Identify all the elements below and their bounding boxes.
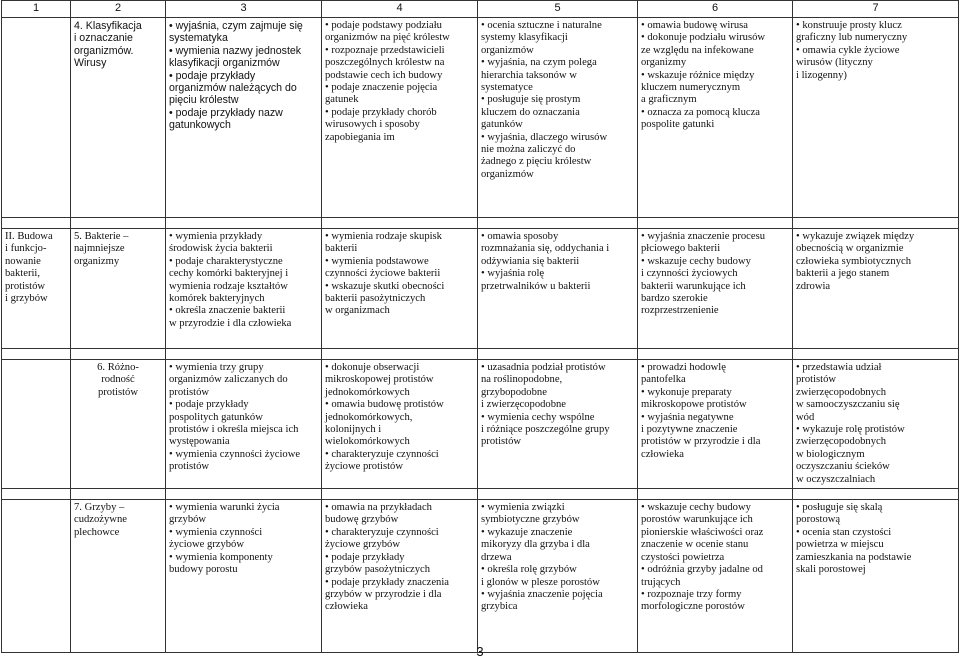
- bullet-line: • wyjaśnia, dlaczego wirusów: [481, 132, 634, 144]
- bullet-line: • wymienia rodzaje skupisk: [325, 231, 474, 243]
- text-line: 4. Klasyfikacja: [74, 20, 142, 32]
- text-line: powietrza w miejscu: [796, 539, 884, 551]
- text-line: czystości powietrza: [641, 551, 725, 563]
- text-line: organizmów.: [74, 44, 134, 57]
- bullet-line: • prowadzi hodowlę: [641, 362, 789, 374]
- bullet-line: • wykazuje związek między: [796, 231, 955, 243]
- text-line: skali porostowej: [796, 564, 866, 576]
- page-number: 3: [476, 644, 484, 659]
- text-line: czynności życiowe bakterii: [325, 268, 441, 280]
- spacer-cell: [2, 489, 71, 500]
- bullet-line: • podaje przykłady znaczenia: [325, 577, 474, 589]
- grade-dopuszczajaca-cell: [166, 229, 322, 349]
- bullet-line: • podaje przykłady: [325, 552, 474, 564]
- text-line: mikroskopowe protistów: [641, 399, 747, 411]
- column-header-1: 1: [2, 1, 71, 18]
- text-line: cechy komórki bakteryjnej i: [169, 268, 289, 280]
- spacer-cell: [322, 489, 478, 500]
- curriculum-requirements-table: [1, 0, 959, 653]
- bullet-line: • konstruuje prosty klucz: [796, 20, 955, 32]
- text-line: protistów w przyrodzie i dla: [641, 436, 761, 448]
- text-line: protistów: [169, 461, 210, 473]
- text-line: organizmy: [74, 255, 120, 267]
- grade-celujaca-cell: [793, 229, 959, 349]
- text-line: wielokomórkowych: [325, 436, 410, 448]
- text-line: protistów: [97, 386, 139, 398]
- text-line: pantofelka: [641, 374, 686, 386]
- bullet-line: • posługuje się prostym: [481, 94, 634, 106]
- bullet-line: • wymienia czynności życiowe: [169, 449, 318, 461]
- bullet-line: • wyjaśnia, na czym polega: [481, 57, 634, 69]
- text-line: symbiotyczne grzybów: [481, 514, 580, 526]
- text-line: kluczem numerycznym: [641, 82, 741, 94]
- bullet-line: • charakteryzuje czynności: [325, 449, 474, 461]
- bullet-line: • podaje przykłady chorób: [325, 107, 474, 119]
- text-line: w samooczyszczaniu się: [796, 399, 900, 411]
- grade-dobra-cell: [478, 18, 638, 218]
- text-line: bakterii,: [5, 268, 41, 280]
- column-header-7: 7: [793, 1, 959, 18]
- spacer-cell: [638, 349, 793, 360]
- text-line: występowania: [169, 436, 230, 448]
- text-line: protistów: [481, 436, 522, 448]
- topic-cell: [71, 18, 166, 218]
- bullet-line: • określa rolę grzybów: [481, 564, 634, 576]
- text-line: zdrowia: [796, 280, 831, 292]
- text-line: w biologicznym: [796, 448, 865, 460]
- section-cell: [2, 18, 71, 218]
- table-row: [2, 229, 959, 349]
- text-line: plechowce: [74, 526, 120, 538]
- spacer-cell: [478, 218, 638, 229]
- text-line: organizmów zaliczanych do: [169, 374, 288, 386]
- text-line: budowy porostu: [169, 564, 238, 576]
- text-line: życiowe grzybów: [325, 539, 401, 551]
- grade-dopuszczajaca-cell: [166, 500, 322, 653]
- text-line: hierarchia taksonów w: [481, 69, 577, 81]
- bullet-line: • wymienia warunki życia: [169, 502, 318, 514]
- text-line: wód: [796, 411, 815, 423]
- text-line: pospolitych gatunków: [169, 411, 263, 423]
- bullet-line: • wyjaśnia, czym zajmuje się: [169, 20, 318, 32]
- bullet-line: • podaje przykłady nazw: [169, 107, 318, 119]
- text-line: systematyka: [169, 32, 228, 45]
- spacer-cell: [478, 349, 638, 360]
- text-line: w oczyszczalniach: [796, 473, 876, 485]
- spacer-cell: [2, 349, 71, 360]
- text-line: i czynności życiowych: [641, 268, 738, 280]
- text-line: gatunkowych: [169, 119, 231, 132]
- text-line: mikoryzy dla grzyba i dla: [481, 539, 590, 551]
- text-line: bakterii pasożytniczych: [325, 293, 426, 305]
- bullet-line: • podaje przykłady: [169, 70, 318, 82]
- text-line: i pozytywne znaczenie: [641, 424, 738, 436]
- column-header-5: 5: [478, 1, 638, 18]
- grade-dobra-cell: [478, 229, 638, 349]
- text-line: rozprzestrzenienie: [641, 305, 719, 317]
- text-line: i lizogenny): [796, 69, 847, 81]
- text-line: i oznaczanie: [74, 32, 133, 45]
- bullet-line: • określa znaczenie bakterii: [169, 305, 318, 317]
- text-line: i glonów w plesze porostów: [481, 576, 600, 588]
- text-line: podstawie cech ich budowy: [325, 69, 443, 81]
- bullet-line: • ocenia sztuczne i naturalne: [481, 20, 634, 32]
- grade-dostateczna-cell: [322, 18, 478, 218]
- grade-bardzo-dobra-cell: [638, 360, 793, 489]
- text-line: graficzny lub numeryczny: [796, 32, 908, 44]
- grade-bardzo-dobra-cell: [638, 229, 793, 349]
- bullet-line: • wymienia podstawowe: [325, 256, 474, 268]
- text-line: protistów i określa miejsca ich: [169, 424, 299, 436]
- bullet-line: • wymienia cechy wspólne: [481, 412, 634, 424]
- text-line: systemy klasyfikacji: [481, 32, 568, 44]
- grade-dopuszczajaca-cell: [166, 360, 322, 489]
- topic-cell: [71, 500, 166, 653]
- bullet-line: • ocenia stan czystości: [796, 527, 955, 539]
- table-row: [2, 500, 959, 653]
- bullet-line: • przedstawia udział: [796, 362, 955, 374]
- bullet-line: • wymienia komponenty: [169, 552, 318, 564]
- bullet-line: • wymienia czynności: [169, 527, 318, 539]
- section-cell: [2, 229, 71, 349]
- text-line: protistów: [169, 386, 210, 398]
- text-line: drzewa: [481, 551, 512, 563]
- text-line: systematyce: [481, 82, 533, 94]
- text-line: na roślinopodobne,: [481, 374, 563, 386]
- section-cell: [2, 360, 71, 489]
- text-line: zamieszkania na podstawie: [796, 551, 912, 563]
- grade-dostateczna-cell: [322, 229, 478, 349]
- spacer-cell: [322, 349, 478, 360]
- text-line: gatunek: [325, 94, 359, 106]
- grade-dopuszczajaca-cell: [166, 18, 322, 218]
- grade-bardzo-dobra-cell: [638, 18, 793, 218]
- text-line: budowę grzybów: [325, 514, 399, 526]
- text-line: a graficznym: [641, 94, 697, 106]
- bullet-line: • wskazuje cechy budowy: [641, 502, 789, 514]
- text-line: organizmów należących do: [169, 82, 297, 95]
- spacer-cell: [71, 349, 166, 360]
- bullet-line: • oznacza za pomocą klucza: [641, 107, 789, 119]
- text-line: 5. Bakterie –: [74, 231, 129, 242]
- spacer-cell: [638, 489, 793, 500]
- text-line: protistów: [796, 374, 837, 386]
- row-spacer: [2, 218, 959, 229]
- text-line: obecnością w organizmie: [796, 243, 904, 255]
- grade-bardzo-dobra-cell: [638, 500, 793, 653]
- text-line: organizmów na pięć królestw: [325, 32, 450, 44]
- text-line: zapobiegania im: [325, 131, 395, 143]
- text-line: pionierskie właściwości oraz: [641, 526, 764, 538]
- text-line: kluczem do oznaczania: [481, 106, 580, 118]
- text-line: poszczególnych królestw na: [325, 57, 445, 69]
- row-spacer: [2, 489, 959, 500]
- bullet-line: • wymienia przykłady: [169, 231, 318, 243]
- text-line: 6. Różno-: [97, 362, 139, 373]
- section-cell: [2, 500, 71, 653]
- text-line: bakterii a jego stanem: [796, 268, 890, 280]
- text-line: porostową: [796, 514, 841, 526]
- bullet-line: • podaje podstawy podziału: [325, 20, 474, 32]
- text-line: bakterii warunkujące ich: [641, 280, 746, 292]
- spacer-cell: [2, 218, 71, 229]
- text-line: nowanie: [5, 255, 41, 267]
- grade-celujaca-cell: [793, 18, 959, 218]
- text-line: kolonijnych i: [325, 424, 382, 436]
- text-line: jednokomórkowych: [325, 386, 410, 398]
- row-spacer: [2, 349, 959, 360]
- bullet-line: • wymienia związki: [481, 502, 634, 514]
- text-line: i grzybów: [5, 293, 48, 305]
- bullet-line: • wskazuje różnice między: [641, 70, 789, 82]
- text-line: morfologiczne porostów: [641, 601, 745, 613]
- grade-celujaca-cell: [793, 500, 959, 653]
- text-line: cudzożywne: [74, 514, 127, 526]
- bullet-line: • wyjaśnia znaczenie procesu: [641, 231, 789, 243]
- column-header-6: 6: [638, 1, 793, 18]
- text-line: środowisk życia bakterii: [169, 243, 273, 255]
- bullet-line: • wymienia trzy grupy: [169, 362, 318, 374]
- bullet-line: • omawia sposoby: [481, 231, 634, 243]
- text-line: grzybica: [481, 601, 518, 613]
- text-line: życiowe grzybów: [169, 539, 245, 551]
- text-line: człowieka symbiotycznych: [796, 255, 912, 267]
- text-line: zwierzęcopodobnych: [796, 436, 887, 448]
- text-line: bakterii: [325, 243, 358, 255]
- bullet-line: • omawia budowę protistów: [325, 399, 474, 411]
- text-line: II. Budowa: [5, 231, 53, 242]
- bullet-line: • omawia cykle życiowe: [796, 45, 955, 57]
- spacer-cell: [166, 218, 322, 229]
- bullet-line: • charakteryzuje czynności: [325, 527, 474, 539]
- text-line: organizmy: [641, 57, 687, 69]
- spacer-cell: [71, 218, 166, 229]
- table-row: [2, 360, 959, 489]
- grade-dobra-cell: [478, 500, 638, 653]
- bullet-line: • podaje charakterystyczne: [169, 256, 318, 268]
- text-line: pospolite gatunki: [641, 119, 715, 131]
- bullet-line: • rozpoznaje trzy formy: [641, 589, 789, 601]
- text-line: bardzo szerokie: [641, 293, 708, 305]
- bullet-line: • omawia na przykładach: [325, 502, 474, 514]
- text-line: oczyszczaniu ścieków: [796, 461, 890, 473]
- text-line: zwierzęcopodobnych: [796, 386, 887, 398]
- text-line: człowieka: [325, 601, 368, 613]
- bullet-line: • wykazuje rolę protistów: [796, 424, 955, 436]
- spacer-cell: [793, 489, 959, 500]
- column-header-4: 4: [322, 1, 478, 18]
- text-line: grzybów pasożytniczych: [325, 564, 431, 576]
- text-line: i różniące poszczególne grupy: [481, 424, 610, 436]
- bullet-line: • podaje przykłady: [169, 399, 318, 411]
- bullet-line: • wykazuje znaczenie: [481, 527, 634, 539]
- bullet-line: • wyjaśnia rolę: [481, 268, 634, 280]
- text-line: gatunków: [481, 119, 523, 131]
- text-line: komórek bakteryjnych: [169, 293, 265, 305]
- header-row: [2, 1, 959, 18]
- text-line: ze względu na infekowane: [641, 44, 754, 56]
- bullet-line: • wykonuje preparaty: [641, 387, 789, 399]
- text-line: wymienia rodzaje kształtów: [169, 280, 288, 292]
- text-line: jednokomórkowych,: [325, 411, 413, 423]
- text-line: Wirusy: [74, 57, 107, 70]
- column-header-3: 3: [166, 1, 322, 18]
- text-line: w przyrodzie i dla człowieka: [169, 317, 292, 329]
- text-line: grzybów w przyrodzie i dla: [325, 588, 442, 600]
- text-line: człowieka: [641, 448, 684, 460]
- bullet-line: • uzasadnia podział protistów: [481, 362, 634, 374]
- text-line: w organizmach: [325, 305, 390, 317]
- bullet-line: • wymienia nazwy jednostek: [169, 45, 318, 57]
- bullet-line: • podaje znaczenie pojęcia: [325, 82, 474, 94]
- text-line: żadnego z pięciu królestw: [481, 156, 592, 168]
- text-line: organizmów: [481, 44, 534, 56]
- spacer-cell: [166, 349, 322, 360]
- text-line: 7. Grzyby –: [74, 502, 125, 514]
- bullet-line: • dokonuje podziału wirusów: [641, 32, 789, 44]
- spacer-cell: [793, 349, 959, 360]
- text-line: znaczenie w ocenie stanu: [641, 539, 749, 551]
- bullet-line: • wyjaśnia znaczenie pojęcia: [481, 589, 634, 601]
- spacer-cell: [166, 489, 322, 500]
- bullet-line: • odróżnia grzyby jadalne od: [641, 564, 789, 576]
- text-line: płciowego bakterii: [641, 243, 721, 255]
- text-line: pięciu królestw: [169, 94, 239, 107]
- text-line: grzybów: [169, 514, 207, 526]
- text-line: i zwierzęcopodobne: [481, 399, 567, 411]
- spacer-cell: [793, 218, 959, 229]
- bullet-line: • omawia budowę wirusa: [641, 20, 789, 32]
- text-line: mikroskopowej protistów: [325, 374, 434, 386]
- text-line: rodność: [101, 374, 135, 386]
- text-line: i funkcjo-: [5, 243, 47, 255]
- text-line: protistów: [5, 280, 46, 292]
- table-row: [2, 18, 959, 218]
- bullet-line: • wskazuje cechy budowy: [641, 256, 789, 268]
- text-line: trujących: [641, 576, 681, 588]
- text-line: rozmnażania się, oddychania i: [481, 243, 610, 255]
- topic-cell: [71, 229, 166, 349]
- spacer-cell: [478, 489, 638, 500]
- text-line: porostów warunkujące ich: [641, 514, 753, 526]
- topic-cell: [71, 360, 166, 489]
- grade-dobra-cell: [478, 360, 638, 489]
- text-line: przetrwalników u bakterii: [481, 280, 591, 292]
- bullet-line: • wyjaśnia negatywne: [641, 412, 789, 424]
- bullet-line: • rozpoznaje przedstawicieli: [325, 45, 474, 57]
- grade-dostateczna-cell: [322, 500, 478, 653]
- bullet-line: • posługuje się skalą: [796, 502, 955, 514]
- grade-dostateczna-cell: [322, 360, 478, 489]
- text-line: wirusowych i sposoby: [325, 119, 420, 131]
- text-line: wirusów (lityczny: [796, 57, 873, 69]
- text-line: życiowe protistów: [325, 461, 403, 473]
- text-line: klasyfikacji organizmów: [169, 57, 280, 70]
- bullet-line: • wskazuje skutki obecności: [325, 281, 474, 293]
- spacer-cell: [638, 218, 793, 229]
- text-line: grzybopodobne: [481, 386, 547, 398]
- column-header-2: 2: [71, 1, 166, 18]
- text-line: nie można zaliczyć do: [481, 144, 576, 156]
- spacer-cell: [71, 489, 166, 500]
- spacer-cell: [322, 218, 478, 229]
- text-line: odżywiania się bakterii: [481, 255, 580, 267]
- bullet-line: • dokonuje obserwacji: [325, 362, 474, 374]
- text-line: organizmów: [481, 168, 534, 180]
- grade-celujaca-cell: [793, 360, 959, 489]
- text-line: najmniejsze: [74, 243, 125, 255]
